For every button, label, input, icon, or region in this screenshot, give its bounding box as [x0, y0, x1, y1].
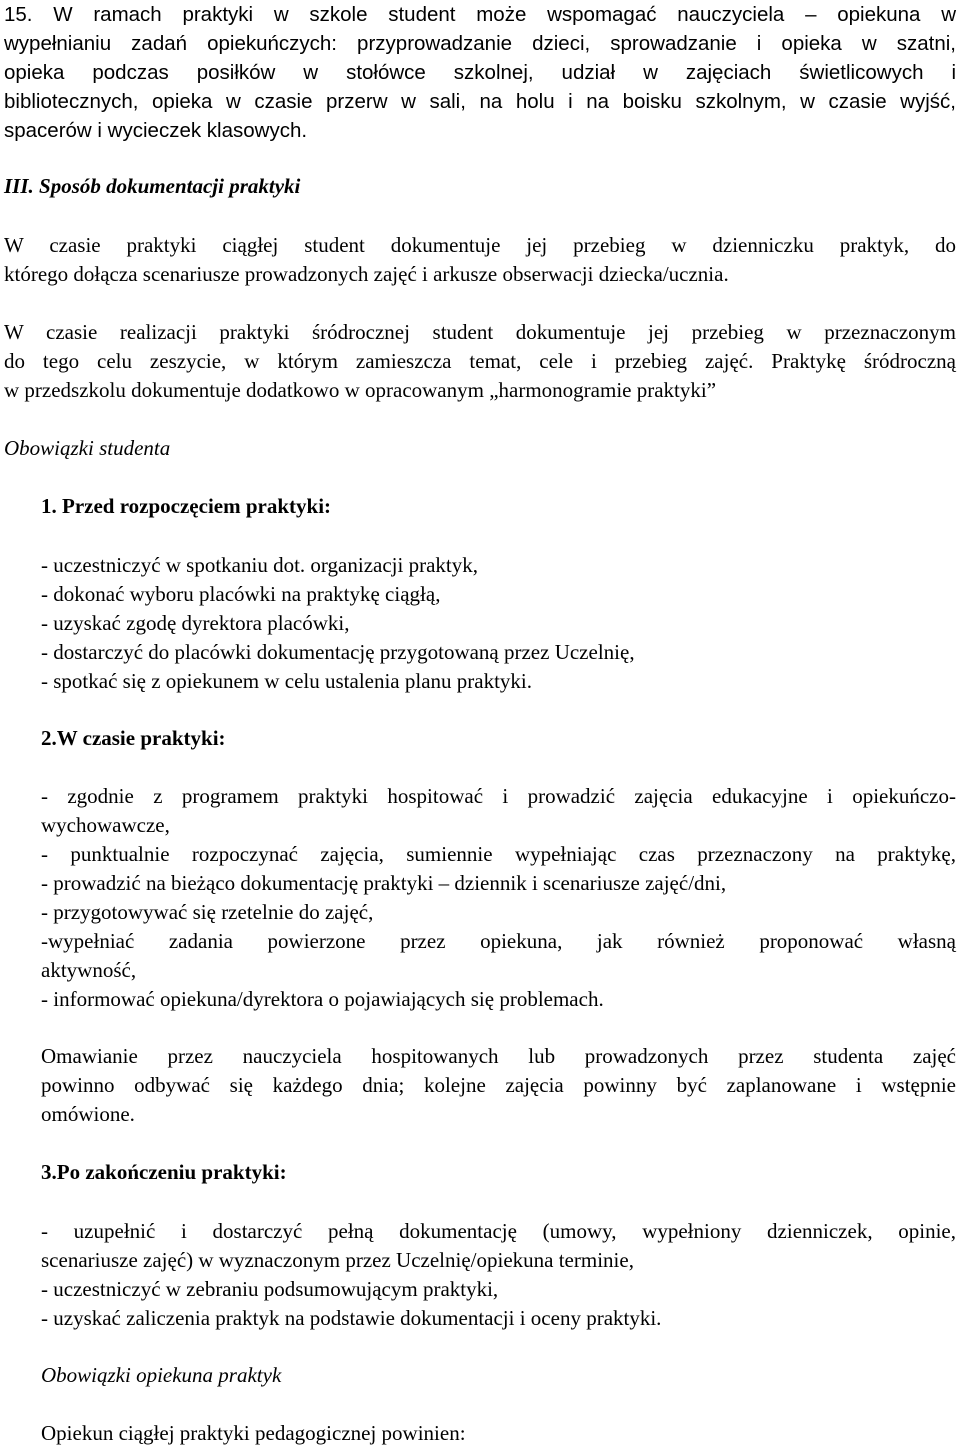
text-line: 15. W ramach praktyki w szkole student może wspomagać nauczyciela – opiekuna w: [4, 3, 956, 26]
section-15-paragraph: [4, 0, 956, 145]
text-line: W czasie praktyki ciągłej student dokumentuje jej przebieg w dzienniczku praktyk, do: [4, 233, 956, 257]
list-item: - prowadzić na bieżąco dokumentację praktyki – dziennik i scenariusze zajęć/dni,: [41, 871, 727, 895]
section-3-heading: III. Sposób dokumentacji praktyki: [4, 174, 301, 198]
list-item: - uczestniczyć w zebraniu podsumowującym praktyki,: [41, 1277, 499, 1301]
before-practice-title: 1. Przed rozpoczęciem praktyki:: [41, 494, 332, 518]
text-line: omówione.: [41, 1102, 135, 1126]
after-practice-list: [41, 1217, 956, 1333]
list-item: - punktualnie rozpoczynać zajęcia, sumiennie wypełniając czas przeznaczony na praktykę,: [41, 842, 956, 866]
during-practice-title: 2.W czasie praktyki:: [41, 726, 226, 750]
section-3-paragraph-2: [4, 318, 956, 405]
student-duties-heading: Obowiązki studenta: [4, 436, 171, 460]
section-3-paragraph-1: [4, 231, 956, 289]
text-line: którego dołącza scenariusze prowadzonych zajęć i arkusze obserwacji dziecka/ucznia.: [4, 262, 729, 286]
list-item: - dokonać wyboru placówki na praktykę ciągłą,: [41, 582, 441, 606]
list-item: - uczestniczyć w spotkaniu dot. organizacji praktyk,: [41, 553, 478, 577]
text-line: Omawianie przez nauczyciela hospitowanych lub prowadzonych przez studenta zajęć: [41, 1044, 956, 1068]
list-item: - zgodnie z programem praktyki hospitować i prowadzić zajęcia edukacyjne i opiekuńczo-: [41, 784, 956, 808]
text-line: w przedszkolu dokumentuje dodatkowo w opracowanym „harmonogramie praktyki”: [4, 378, 717, 402]
text-line: powinno odbywać się każdego dnia; kolejne zajęcia powinny być zaplanowane i wstępnie: [41, 1073, 956, 1097]
after-practice-title: 3.Po zakończeniu praktyki:: [41, 1160, 287, 1184]
list-item: aktywność,: [41, 958, 137, 982]
supervisor-intro: Opiekun ciągłej praktyki pedagogicznej powinien:: [41, 1421, 466, 1445]
list-item: - informować opiekuna/dyrektora o pojawiających się problemach.: [41, 987, 604, 1011]
text-line: bibliotecznych, opieka w czasie przerw w sali, na holu i na boisku szkolnym, w czasie wyjść,: [4, 90, 956, 113]
text-line: W czasie realizacji praktyki śródrocznej student dokumentuje jej przebieg w przeznaczonym: [4, 320, 956, 344]
list-item: - uzyskać zgodę dyrektora placówki,: [41, 611, 350, 635]
text-line: spacerów i wycieczek klasowych.: [4, 119, 308, 142]
list-item: scenariusze zajęć) w wyznaczonym przez Uczelnię/opiekuna terminie,: [41, 1248, 634, 1272]
during-practice-list: [41, 782, 956, 1014]
text-line: wypełnianiu zadań opiekuńczych: przyprowadzanie dzieci, sprowadzanie i opieka w szatni,: [4, 32, 956, 55]
list-item: - przygotowywać się rzetelnie do zajęć,: [41, 900, 374, 924]
list-item: -wypełniać zadania powierzone przez opiekuna, jak również proponować własną: [41, 929, 956, 953]
list-item: wychowawcze,: [41, 813, 170, 837]
before-practice-list: [41, 551, 956, 696]
during-practice-note: [41, 1042, 956, 1129]
supervisor-duties-heading: Obowiązki opiekuna praktyk: [41, 1363, 282, 1387]
list-item: - uzyskać zaliczenia praktyk na podstawie dokumentacji i oceny praktyki.: [41, 1306, 662, 1330]
text-line: opieka podczas posiłków w stołówce szkolnej, udział w zajęciach świetlicowych i: [4, 61, 956, 84]
list-item: - dostarczyć do placówki dokumentację przygotowaną przez Uczelnię,: [41, 640, 635, 664]
list-item: - uzupełnić i dostarczyć pełną dokumentację (umowy, wypełniony dzienniczek, opinie,: [41, 1219, 956, 1243]
text-line: do tego celu zeszycie, w którym zamieszcza temat, cele i przebieg zajęć. Praktykę śródroczną: [4, 349, 956, 373]
list-item: - spotkać się z opiekunem w celu ustalenia planu praktyki.: [41, 669, 533, 693]
